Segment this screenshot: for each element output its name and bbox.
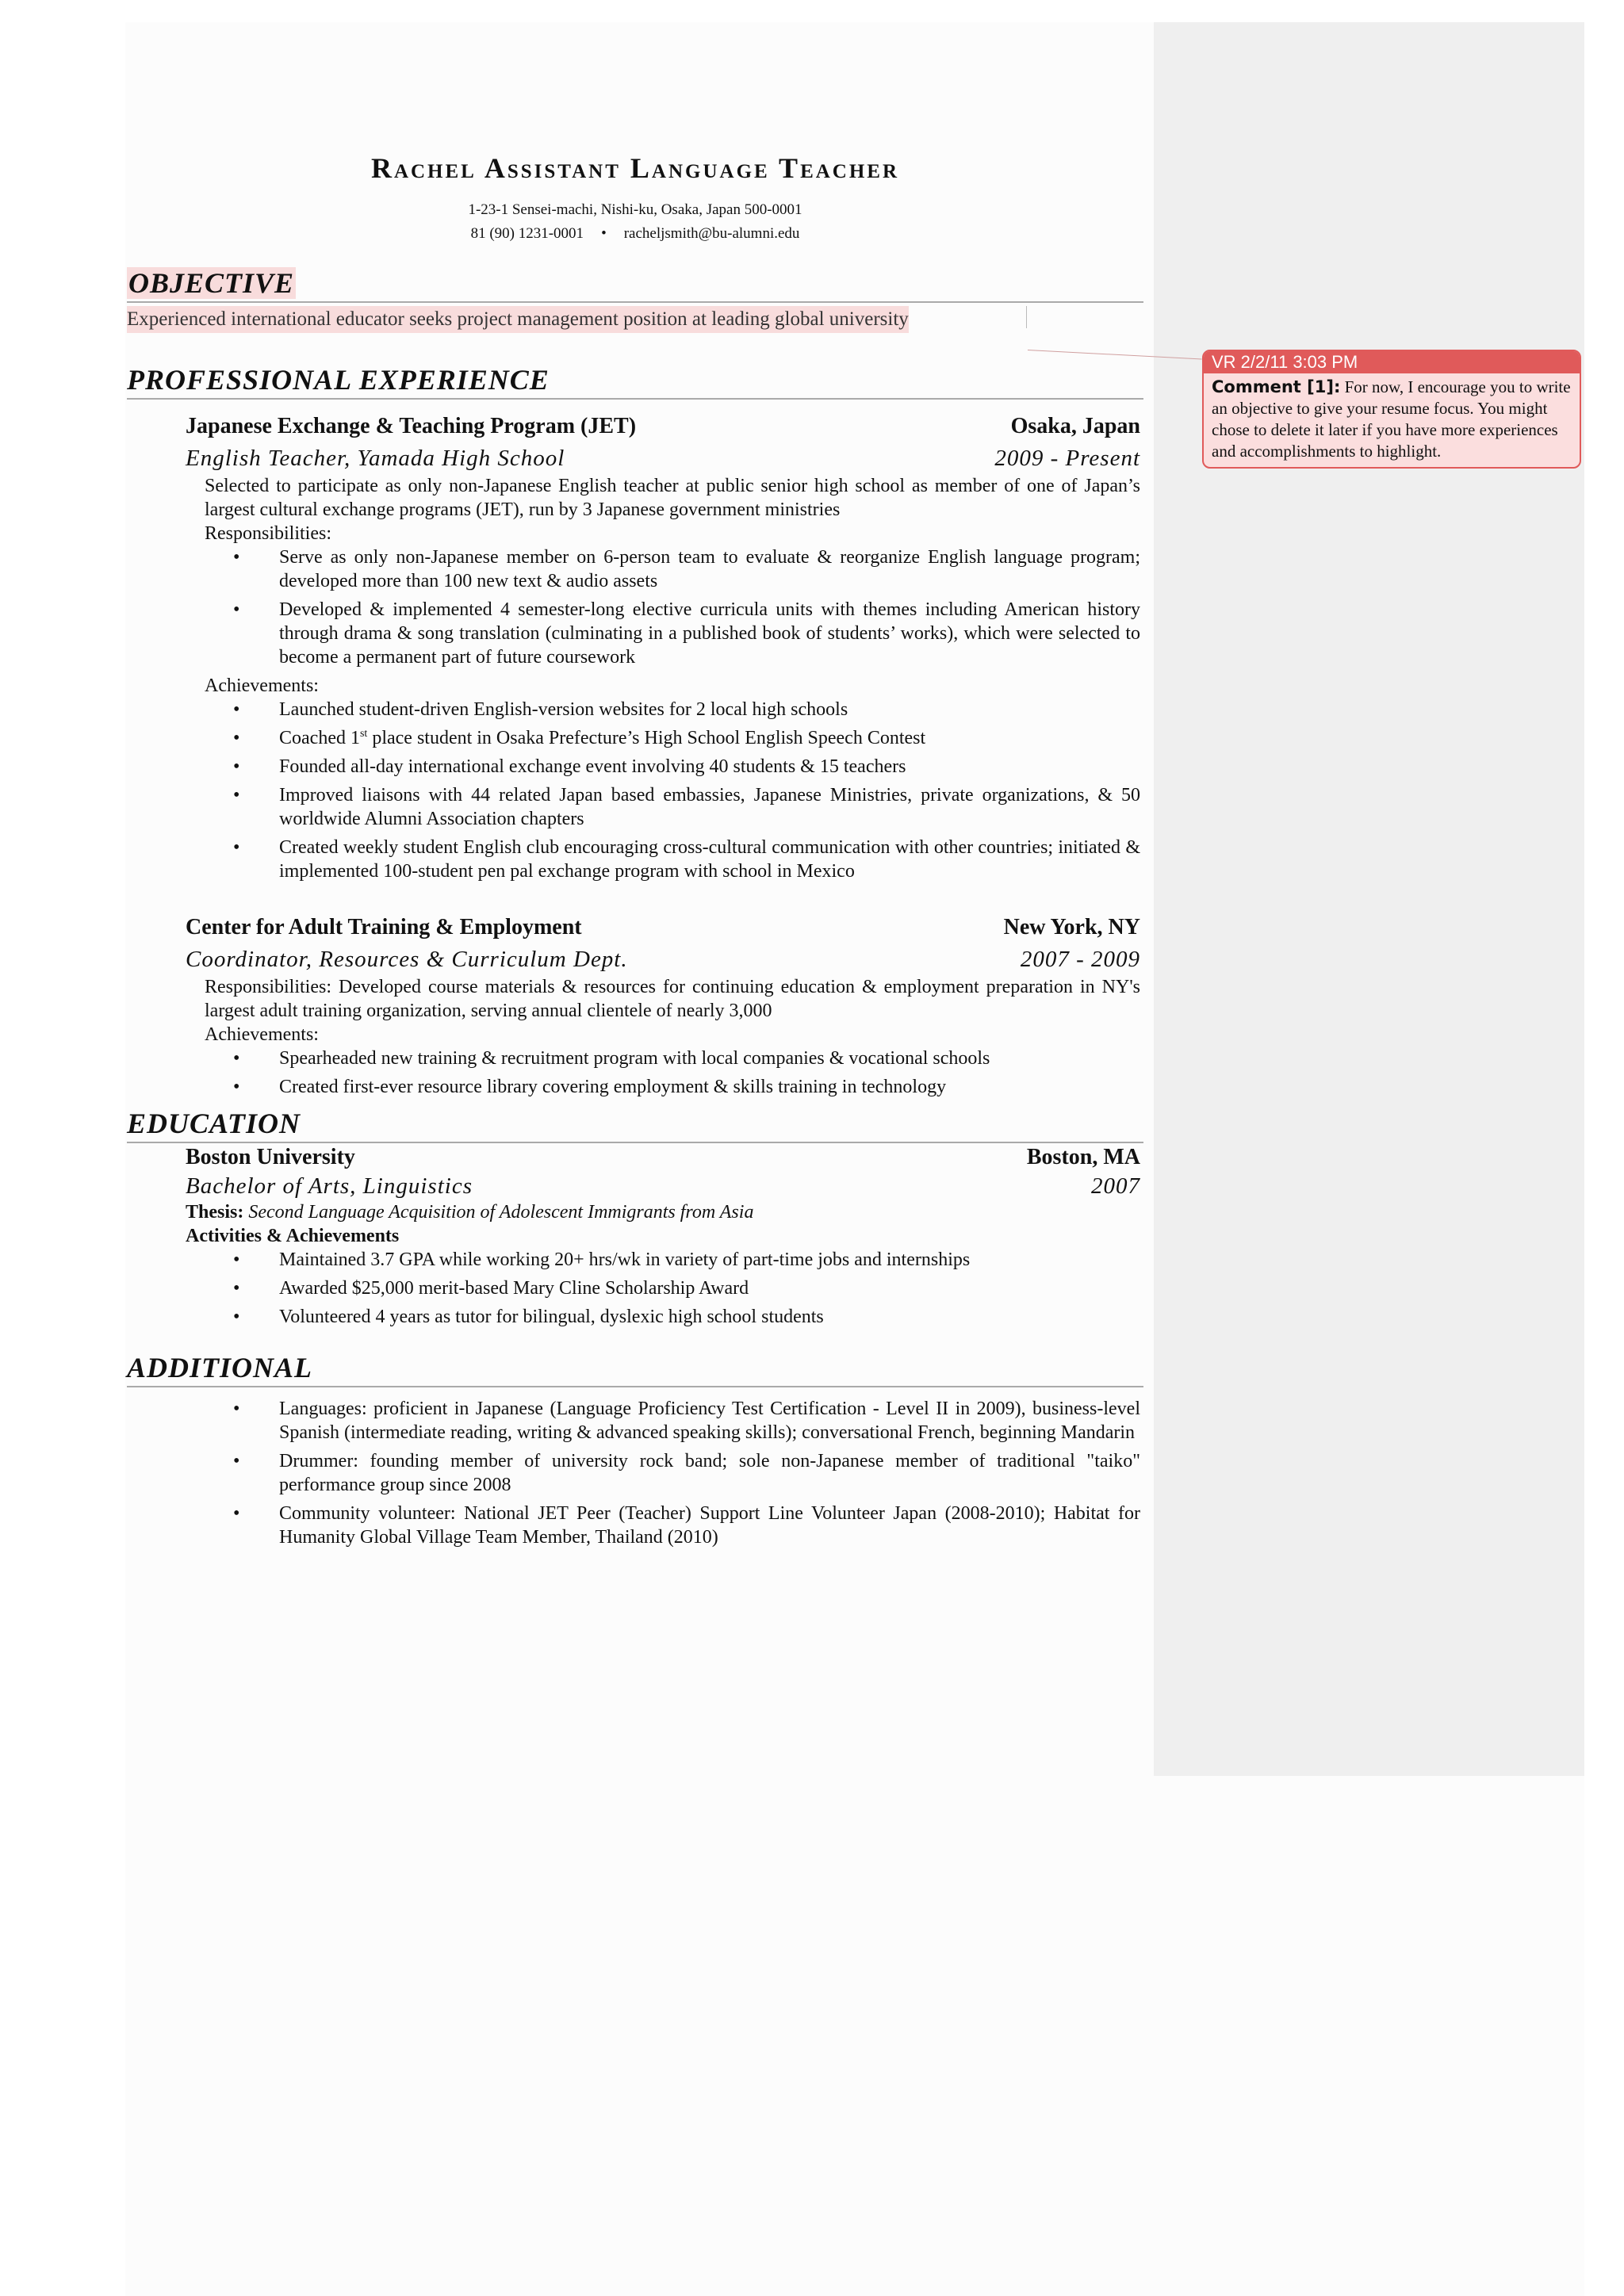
school-name: Boston University (186, 1145, 355, 1169)
list-item: • Developed & implemented 4 semester-long elective curricula units with themes including American history through drama & song translation (culminating in a published book of students’ works), which were selected to become a permanent part of future coursework (279, 598, 1140, 669)
role-title: Coordinator, Resources & Curriculum Dept. (186, 947, 628, 972)
additional-list (186, 1397, 1140, 1549)
list-item: • Launched student-driven English-version websites for 2 local high schools (279, 698, 1140, 721)
activities-label: Activities & Achievements (186, 1226, 400, 1246)
resume-document (127, 151, 1143, 1554)
list-item: • Languages: proficient in Japanese (Language Proficiency Test Certification - Level II in 2009), business-level Spanish (intermediate reading, writing & advanced speaking skills); conversational French, beginning Mandarin (279, 1397, 1140, 1445)
experience-section (127, 363, 1143, 1099)
role-dates: 2007 - 2009 (1020, 947, 1140, 972)
comment-text: For now, I encourage you to write an objective to give your resume focus. You might chose to delete it later if you have more experiences and accomplishments to highlight. (1212, 377, 1571, 461)
text-segment: place student in Osaka Prefecture’s High School English Speech Contest (367, 728, 926, 748)
review-comment-balloon[interactable] (1202, 350, 1581, 469)
list-item: • Serve as only non-Japanese member on 6-person team to evaluate & reorganize English language program; developed more than 100 new text & audio assets (279, 545, 1140, 593)
list-item: • Maintained 3.7 GPA while working 20+ hrs/wk in variety of part-time jobs and internships (279, 1248, 1140, 1272)
list-item: • Spearheaded new training & recruitment program with local companies & vocational schools (279, 1047, 1140, 1070)
degree-row (186, 1172, 1140, 1200)
additional-heading: ADDITIONAL (127, 1351, 1143, 1387)
role-title: English Teacher, Yamada High School (186, 446, 565, 471)
school-row (186, 1143, 1140, 1172)
thesis-title: Second Language Acquisition of Adolescent Immigrants from Asia (248, 1202, 754, 1223)
achievements-list (186, 1047, 1140, 1099)
list-item: • Volunteered 4 years as tutor for bilingual, dyslexic high school students (279, 1305, 1140, 1329)
graduation-year: 2007 (1091, 1173, 1140, 1199)
activities-list (186, 1248, 1140, 1329)
list-item: • Founded all-day international exchange event involving 40 students & 15 teachers (279, 755, 1140, 779)
role-dates: 2009 - Present (994, 446, 1140, 471)
separator-bullet: • (601, 225, 607, 242)
achievements-label: Achievements: (205, 675, 319, 696)
comment-author-timestamp: VR 2/2/11 3:03 PM (1204, 351, 1580, 373)
candidate-name: Rachel Assistant Language Teacher (370, 152, 900, 184)
phone: 81 (90) 1231-0001 (470, 225, 584, 242)
objective-text[interactable]: Experienced international educator seeks project management position at leading global university (127, 306, 909, 333)
achievements-label: Achievements: (205, 1024, 319, 1045)
education-entry (127, 1143, 1143, 1329)
additional-entry (127, 1397, 1143, 1549)
achievements-list (186, 698, 1140, 883)
superscript: st (359, 728, 368, 740)
comment-body (1204, 373, 1580, 467)
organization-location: Osaka, Japan (1010, 414, 1140, 438)
list-item: • Improved liaisons with 44 related Japan based embassies, Japanese Ministries, private organizations, & 50 worldwide Alumni Association chapters (279, 783, 1140, 831)
list-item: • Drummer: founding member of university rock band; sole non-Japanese member of traditional "taiko" performance group since 2008 (279, 1449, 1140, 1497)
text-segment: Coached 1 (279, 728, 360, 748)
degree: Bachelor of Arts, Linguistics (186, 1173, 473, 1199)
org-row (186, 411, 1140, 442)
thesis-line (186, 1200, 1140, 1224)
responsibilities-label: Responsibilities: (205, 523, 332, 544)
objective-heading (127, 266, 1143, 303)
list-item (279, 726, 1140, 750)
list-item: • Created weekly student English club encouraging cross-cultural communication with other countries; initiated & implemented 100-student pen pal exchange program with school in Mexico (279, 836, 1140, 883)
organization-name: Japanese Exchange & Teaching Program (JET) (186, 414, 637, 438)
experience-entry-jet (127, 411, 1143, 883)
thesis-label: Thesis: (186, 1202, 244, 1223)
contact-block (127, 198, 1143, 246)
email: racheljsmith@bu-alumni.edu (623, 225, 800, 242)
experience-entry-cate (127, 912, 1143, 1099)
list-item: • Community volunteer: National JET Peer (Teacher) Support Line Volunteer Japan (2008-2010); Habitat for Humanity Global Village Team Member, Thailand (2010) (279, 1502, 1140, 1549)
education-section (127, 1107, 1143, 1329)
role-row (186, 442, 1140, 474)
organization-location: New York, NY (1003, 915, 1140, 939)
school-location: Boston, MA (1026, 1145, 1140, 1169)
phone-email-line (127, 222, 1143, 246)
comment-margin-pane (1154, 22, 1584, 1776)
additional-section (127, 1351, 1143, 1549)
responsibilities-text: Responsibilities: Developed course materials & resources for continuing education & employment preparation in NY's largest adult training organization, serving annual clientele of nearly 3,000 (205, 977, 1140, 1021)
objective-heading-text: OBJECTIVE (128, 267, 295, 299)
experience-heading: PROFESSIONAL EXPERIENCE (127, 363, 1143, 400)
list-item: • Awarded $25,000 merit-based Mary Cline Scholarship Award (279, 1276, 1140, 1300)
objective-row (127, 303, 1143, 333)
org-row (186, 912, 1140, 943)
organization-name: Center for Adult Training & Employment (186, 915, 582, 939)
comment-label: Comment [1]: (1212, 377, 1341, 396)
objective-section (127, 266, 1143, 333)
list-item: • Created first-ever resource library covering employment & skills training in technology (279, 1075, 1140, 1099)
role-summary: Selected to participate as only non-Japanese English teacher at public senior high school as member of one of Japan’s largest cultural exchange programs (JET), run by 3 Japanese government ministries (205, 476, 1140, 520)
role-row (186, 943, 1140, 975)
responsibilities-list (186, 545, 1140, 669)
education-heading: EDUCATION (127, 1107, 1143, 1143)
comment-anchor-marker (1026, 306, 1027, 328)
address: 1-23-1 Sensei-machi, Nishi-ku, Osaka, Japan 500-0001 (468, 201, 802, 218)
